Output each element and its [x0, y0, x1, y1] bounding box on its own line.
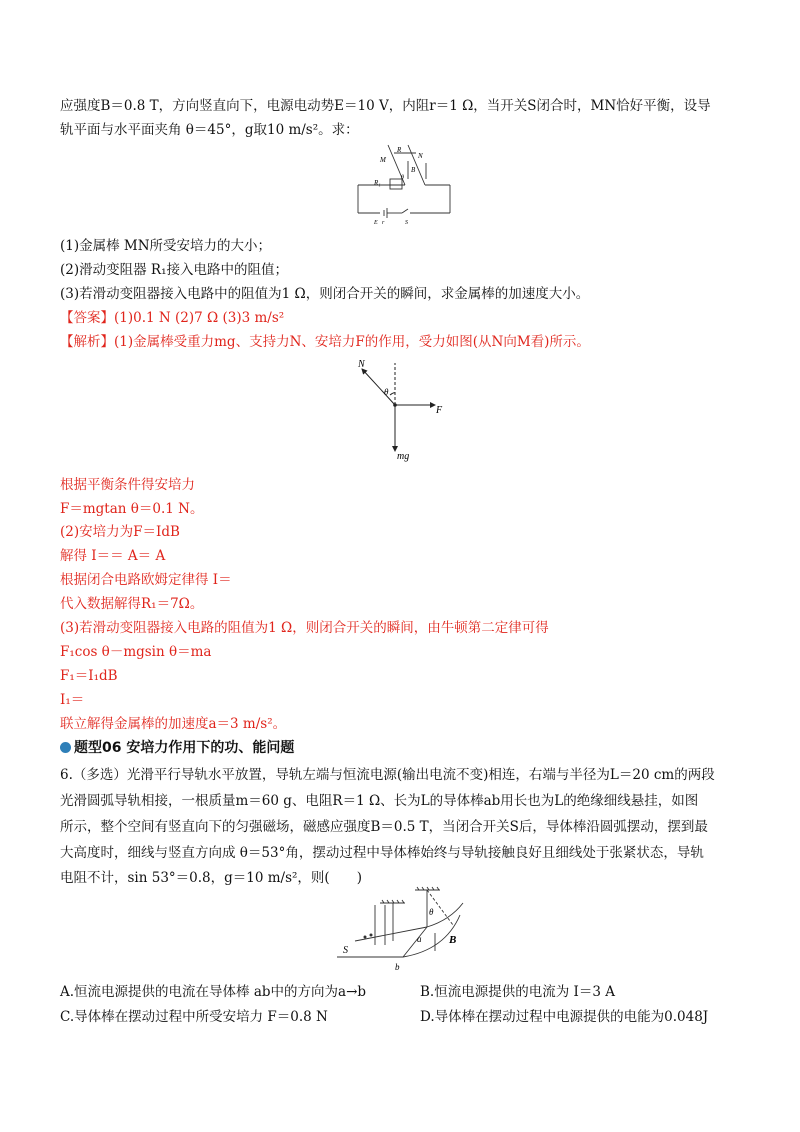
fig3-label-S: S [343, 945, 348, 956]
solution-line-7: (3)若滑动变阻器接入电路的阻值为1 Ω，则闭合开关的瞬间，由牛顿第二定律可得 [60, 620, 549, 636]
fig3-label-a: a [417, 934, 422, 944]
fig3-label-b: b [395, 962, 400, 972]
solution-line-6: 代入数据解得R₁＝7Ω。 [60, 596, 204, 612]
answer-line [60, 309, 284, 327]
analysis-line [60, 333, 590, 351]
analysis-text: (1)金属棒受重力mg、支持力N、安培力F的作用，受力如图(从N向M看)所示。 [114, 334, 590, 350]
problem6-line-5: 电阻不计，sin 53°＝0.8，g＝10 m/s²，则( ) [60, 870, 362, 886]
fig2-label-N: N [358, 359, 365, 370]
problem6-line-4: 大高度时，细线与竖直方向成 θ＝53°角，摆动过程中导体棒始终与导轨接触良好且细线处于张紧状态，导轨 [60, 845, 704, 861]
solution-line-10: I₁＝ [60, 692, 85, 708]
fig1-label-E: E [374, 220, 378, 226]
option-b[interactable]: B.恒流电源提供的电流为 I＝3 A [420, 984, 615, 1000]
analysis-tag: 【解析】 [60, 334, 114, 350]
solution-line-9: F₁＝I₁dB [60, 668, 118, 684]
section-title: 题型06 安培力作用下的功、能问题 [74, 740, 295, 756]
pendulum-rail-figure [335, 885, 475, 973]
solution-line-4: 解得 I＝＝ A＝ A [60, 548, 166, 564]
intro-line-2: 轨平面与水平面夹角 θ＝45°，g取10 m/s²。求： [60, 122, 359, 138]
fig3-label-B: B [449, 934, 457, 946]
solution-line-5: 根据闭合电路欧姆定律得 I＝ [60, 572, 232, 588]
problem6-line-3: 所示，整个空间有竖直向下的匀强磁场，磁感应强度B＝0.5 T，当闭合开关S后，导体棒沿圆弧摆动，摆到最 [60, 819, 708, 835]
fig1-label-B: B [411, 166, 416, 174]
solution-line-11: 联立解得金属棒的加速度a＝3 m/s²。 [60, 716, 287, 732]
question-3: (3)若滑动变阻器接入电路中的阻值为1 Ω，则闭合开关的瞬间，求金属棒的加速度大小。 [60, 286, 590, 302]
solution-line-1: 根据平衡条件得安培力 [60, 477, 195, 493]
option-c[interactable]: C.导体棒在摆动过程中所受安培力 F＝0.8 N [60, 1009, 328, 1025]
solution-line-2: F＝mgtan θ＝0.1 N。 [60, 501, 204, 517]
problem6-line-1: 6.（多选）光滑平行导轨水平放置，导轨左端与恒流电源(输出电流不变)相连，右端与半径为L＝20 cm的两段 [60, 767, 715, 783]
solution-line-8: F₁cos θ－mgsin θ＝ma [60, 644, 212, 660]
fig2-label-mg: mg [397, 451, 410, 462]
question-2: (2)滑动变阻器 R₁接入电路中的阻值； [60, 262, 288, 278]
fig1-label-N: N [418, 152, 423, 160]
intro-line-1: 应强度B＝0.8 T，方向竖直向下，电源电动势E＝10 V，内阻r＝1 Ω，当开关S闭合时，MN恰好平衡，设导 [60, 98, 711, 114]
answer-tag: 【答案】 [60, 310, 114, 326]
fig1-label-R: R [397, 146, 402, 154]
fig2-label-F: F [436, 405, 443, 416]
section-heading [60, 739, 294, 757]
option-a[interactable]: A.恒流电源提供的电流在导体棒 ab中的方向为a→b [60, 984, 367, 1000]
fig2-label-theta: θ [384, 387, 389, 397]
problem6-line-2: 光滑圆弧导轨相接，一根质量m＝60 g、电阻R＝1 Ω、长为L的导体棒ab用长也为L的绝缘细线悬挂，如图 [60, 793, 699, 809]
fig1-label-S: S [405, 220, 408, 226]
fig1-label-R1: R₁ [374, 179, 381, 187]
circuit-figure [350, 143, 460, 227]
section-bullet-icon [60, 742, 71, 753]
question-1: (1)金属棒 MN所受安培力的大小； [60, 238, 272, 254]
answer-text: (1)0.1 N (2)7 Ω (3)3 m/s² [114, 310, 285, 326]
force-diagram [340, 355, 460, 465]
fig3-label-theta: θ [429, 907, 434, 917]
fig1-label-r: r [382, 220, 385, 226]
option-d[interactable]: D.导体棒在摆动过程中电源提供的电能为0.048J [420, 1009, 709, 1025]
fig1-label-M: M [380, 156, 386, 164]
fig1-label-theta: θ [401, 175, 404, 181]
solution-line-3: (2)安培力为F＝IdB [60, 524, 180, 540]
